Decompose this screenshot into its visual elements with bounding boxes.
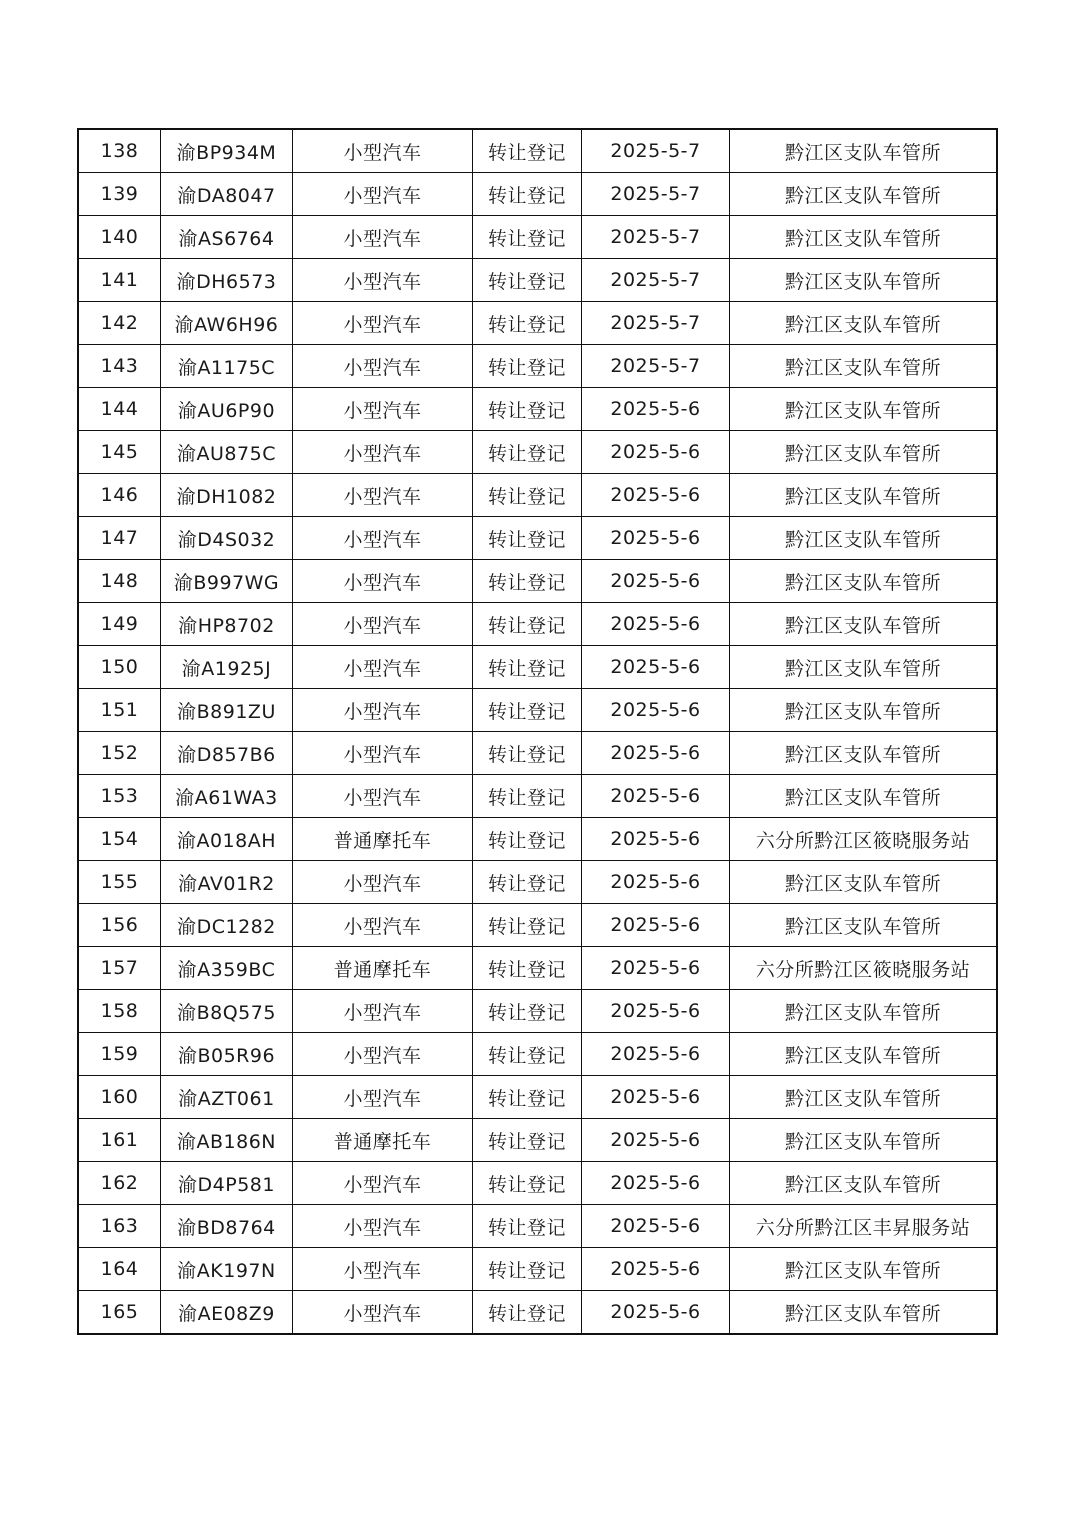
plate-number-cell: 渝AE08Z9 (161, 1291, 293, 1335)
row-number-cell: 165 (78, 1291, 161, 1335)
row-number-cell: 158 (78, 990, 161, 1033)
date-cell: 2025-5-6 (582, 861, 730, 904)
business-type-cell: 转让登记 (473, 129, 582, 173)
row-number-cell: 148 (78, 560, 161, 603)
date-cell: 2025-5-6 (582, 1033, 730, 1076)
business-type-cell: 转让登记 (473, 302, 582, 345)
plate-number-cell: 渝A1175C (161, 345, 293, 388)
business-type-cell: 转让登记 (473, 431, 582, 474)
row-number-cell: 141 (78, 259, 161, 302)
business-type-cell: 转让登记 (473, 947, 582, 990)
plate-number-cell: 渝B8Q575 (161, 990, 293, 1033)
date-cell: 2025-5-6 (582, 517, 730, 560)
vehicle-type-cell: 小型汽车 (293, 216, 473, 259)
plate-number-cell: 渝DH1082 (161, 474, 293, 517)
vehicle-type-cell: 小型汽车 (293, 173, 473, 216)
plate-number-cell: 渝AB186N (161, 1119, 293, 1162)
office-cell: 黔江区支队车管所 (730, 990, 998, 1033)
table-row (78, 947, 997, 990)
plate-number-cell: 渝D4S032 (161, 517, 293, 560)
date-cell: 2025-5-6 (582, 732, 730, 775)
plate-number-cell: 渝D857B6 (161, 732, 293, 775)
business-type-cell: 转让登记 (473, 603, 582, 646)
table-row (78, 560, 997, 603)
office-cell: 黔江区支队车管所 (730, 302, 998, 345)
vehicle-type-cell: 小型汽车 (293, 646, 473, 689)
office-cell: 黔江区支队车管所 (730, 689, 998, 732)
table-row (78, 818, 997, 861)
vehicle-type-cell: 小型汽车 (293, 129, 473, 173)
date-cell: 2025-5-7 (582, 216, 730, 259)
office-cell: 黔江区支队车管所 (730, 732, 998, 775)
date-cell: 2025-5-6 (582, 990, 730, 1033)
table-row (78, 431, 997, 474)
business-type-cell: 转让登记 (473, 990, 582, 1033)
date-cell: 2025-5-6 (582, 646, 730, 689)
date-cell: 2025-5-6 (582, 775, 730, 818)
plate-number-cell: 渝AW6H96 (161, 302, 293, 345)
office-cell: 黔江区支队车管所 (730, 1291, 998, 1335)
date-cell: 2025-5-6 (582, 474, 730, 517)
business-type-cell: 转让登记 (473, 173, 582, 216)
vehicle-type-cell: 普通摩托车 (293, 1119, 473, 1162)
row-number-cell: 154 (78, 818, 161, 861)
plate-number-cell: 渝AV01R2 (161, 861, 293, 904)
office-cell: 黔江区支队车管所 (730, 904, 998, 947)
business-type-cell: 转让登记 (473, 1033, 582, 1076)
office-cell: 黔江区支队车管所 (730, 388, 998, 431)
plate-number-cell: 渝A1925J (161, 646, 293, 689)
business-type-cell: 转让登记 (473, 775, 582, 818)
table-row (78, 1119, 997, 1162)
vehicle-type-cell: 小型汽车 (293, 302, 473, 345)
office-cell: 黔江区支队车管所 (730, 775, 998, 818)
row-number-cell: 161 (78, 1119, 161, 1162)
vehicle-type-cell: 小型汽车 (293, 603, 473, 646)
office-cell: 黔江区支队车管所 (730, 216, 998, 259)
date-cell: 2025-5-6 (582, 947, 730, 990)
row-number-cell: 147 (78, 517, 161, 560)
vehicle-type-cell: 小型汽车 (293, 1033, 473, 1076)
table-row (78, 345, 997, 388)
row-number-cell: 149 (78, 603, 161, 646)
business-type-cell: 转让登记 (473, 1248, 582, 1291)
table-row (78, 603, 997, 646)
table-row (78, 259, 997, 302)
table-row (78, 775, 997, 818)
plate-number-cell: 渝A61WA3 (161, 775, 293, 818)
date-cell: 2025-5-6 (582, 388, 730, 431)
date-cell: 2025-5-7 (582, 129, 730, 173)
business-type-cell: 转让登记 (473, 646, 582, 689)
row-number-cell: 163 (78, 1205, 161, 1248)
office-cell: 黔江区支队车管所 (730, 646, 998, 689)
date-cell: 2025-5-6 (582, 818, 730, 861)
table-row (78, 388, 997, 431)
row-number-cell: 160 (78, 1076, 161, 1119)
plate-number-cell: 渝AS6764 (161, 216, 293, 259)
office-cell: 黔江区支队车管所 (730, 517, 998, 560)
row-number-cell: 138 (78, 129, 161, 173)
office-cell: 黔江区支队车管所 (730, 259, 998, 302)
table-row (78, 689, 997, 732)
table-row (78, 646, 997, 689)
row-number-cell: 162 (78, 1162, 161, 1205)
row-number-cell: 152 (78, 732, 161, 775)
row-number-cell: 142 (78, 302, 161, 345)
date-cell: 2025-5-6 (582, 1162, 730, 1205)
vehicle-type-cell: 普通摩托车 (293, 947, 473, 990)
plate-number-cell: 渝HP8702 (161, 603, 293, 646)
date-cell: 2025-5-6 (582, 560, 730, 603)
office-cell: 黔江区支队车管所 (730, 1076, 998, 1119)
business-type-cell: 转让登记 (473, 259, 582, 302)
plate-number-cell: 渝B891ZU (161, 689, 293, 732)
plate-number-cell: 渝A018AH (161, 818, 293, 861)
row-number-cell: 140 (78, 216, 161, 259)
records-table (77, 128, 998, 1335)
business-type-cell: 转让登记 (473, 732, 582, 775)
date-cell: 2025-5-6 (582, 1119, 730, 1162)
office-cell: 黔江区支队车管所 (730, 603, 998, 646)
plate-number-cell: 渝AU6P90 (161, 388, 293, 431)
vehicle-type-cell: 小型汽车 (293, 388, 473, 431)
vehicle-type-cell: 小型汽车 (293, 259, 473, 302)
date-cell: 2025-5-6 (582, 1291, 730, 1335)
table-row (78, 216, 997, 259)
office-cell: 黔江区支队车管所 (730, 431, 998, 474)
plate-number-cell: 渝BP934M (161, 129, 293, 173)
table-row (78, 1076, 997, 1119)
office-cell: 黔江区支队车管所 (730, 129, 998, 173)
business-type-cell: 转让登记 (473, 818, 582, 861)
date-cell: 2025-5-7 (582, 259, 730, 302)
records-table-body (78, 129, 997, 1334)
row-number-cell: 151 (78, 689, 161, 732)
table-row (78, 732, 997, 775)
office-cell: 黔江区支队车管所 (730, 173, 998, 216)
row-number-cell: 144 (78, 388, 161, 431)
business-type-cell: 转让登记 (473, 1291, 582, 1335)
table-row (78, 129, 997, 173)
row-number-cell: 157 (78, 947, 161, 990)
vehicle-type-cell: 小型汽车 (293, 474, 473, 517)
vehicle-type-cell: 小型汽车 (293, 517, 473, 560)
vehicle-type-cell: 小型汽车 (293, 689, 473, 732)
office-cell: 黔江区支队车管所 (730, 1119, 998, 1162)
business-type-cell: 转让登记 (473, 216, 582, 259)
table-row (78, 904, 997, 947)
row-number-cell: 156 (78, 904, 161, 947)
table-row (78, 302, 997, 345)
row-number-cell: 143 (78, 345, 161, 388)
office-cell: 黔江区支队车管所 (730, 1248, 998, 1291)
office-cell: 黔江区支队车管所 (730, 560, 998, 603)
vehicle-type-cell: 小型汽车 (293, 1205, 473, 1248)
row-number-cell: 139 (78, 173, 161, 216)
plate-number-cell: 渝B05R96 (161, 1033, 293, 1076)
vehicle-type-cell: 小型汽车 (293, 345, 473, 388)
date-cell: 2025-5-7 (582, 173, 730, 216)
plate-number-cell: 渝A359BC (161, 947, 293, 990)
business-type-cell: 转让登记 (473, 517, 582, 560)
vehicle-type-cell: 小型汽车 (293, 775, 473, 818)
office-cell: 六分所黔江区丰昇服务站 (730, 1205, 998, 1248)
row-number-cell: 164 (78, 1248, 161, 1291)
business-type-cell: 转让登记 (473, 861, 582, 904)
plate-number-cell: 渝AU875C (161, 431, 293, 474)
vehicle-type-cell: 小型汽车 (293, 904, 473, 947)
business-type-cell: 转让登记 (473, 1119, 582, 1162)
row-number-cell: 159 (78, 1033, 161, 1076)
office-cell: 六分所黔江区筱晓服务站 (730, 818, 998, 861)
business-type-cell: 转让登记 (473, 1162, 582, 1205)
table-row (78, 861, 997, 904)
table-row (78, 1205, 997, 1248)
vehicle-type-cell: 小型汽车 (293, 1248, 473, 1291)
plate-number-cell: 渝B997WG (161, 560, 293, 603)
table-row (78, 1162, 997, 1205)
plate-number-cell: 渝AZT061 (161, 1076, 293, 1119)
date-cell: 2025-5-6 (582, 1248, 730, 1291)
table-row (78, 1248, 997, 1291)
vehicle-type-cell: 小型汽车 (293, 732, 473, 775)
business-type-cell: 转让登记 (473, 904, 582, 947)
office-cell: 黔江区支队车管所 (730, 345, 998, 388)
business-type-cell: 转让登记 (473, 474, 582, 517)
date-cell: 2025-5-6 (582, 689, 730, 732)
row-number-cell: 153 (78, 775, 161, 818)
business-type-cell: 转让登记 (473, 345, 582, 388)
plate-number-cell: 渝AK197N (161, 1248, 293, 1291)
vehicle-type-cell: 小型汽车 (293, 1076, 473, 1119)
office-cell: 黔江区支队车管所 (730, 1162, 998, 1205)
plate-number-cell: 渝DC1282 (161, 904, 293, 947)
business-type-cell: 转让登记 (473, 1205, 582, 1248)
table-row (78, 474, 997, 517)
vehicle-type-cell: 小型汽车 (293, 560, 473, 603)
vehicle-type-cell: 小型汽车 (293, 431, 473, 474)
office-cell: 六分所黔江区筱晓服务站 (730, 947, 998, 990)
row-number-cell: 150 (78, 646, 161, 689)
plate-number-cell: 渝D4P581 (161, 1162, 293, 1205)
office-cell: 黔江区支队车管所 (730, 1033, 998, 1076)
plate-number-cell: 渝DH6573 (161, 259, 293, 302)
vehicle-type-cell: 小型汽车 (293, 861, 473, 904)
business-type-cell: 转让登记 (473, 560, 582, 603)
business-type-cell: 转让登记 (473, 689, 582, 732)
row-number-cell: 145 (78, 431, 161, 474)
table-row (78, 990, 997, 1033)
plate-number-cell: 渝DA8047 (161, 173, 293, 216)
row-number-cell: 155 (78, 861, 161, 904)
vehicle-type-cell: 普通摩托车 (293, 818, 473, 861)
row-number-cell: 146 (78, 474, 161, 517)
date-cell: 2025-5-6 (582, 904, 730, 947)
office-cell: 黔江区支队车管所 (730, 861, 998, 904)
vehicle-type-cell: 小型汽车 (293, 1291, 473, 1335)
plate-number-cell: 渝BD8764 (161, 1205, 293, 1248)
vehicle-type-cell: 小型汽车 (293, 1162, 473, 1205)
table-row (78, 517, 997, 560)
date-cell: 2025-5-6 (582, 431, 730, 474)
date-cell: 2025-5-7 (582, 345, 730, 388)
office-cell: 黔江区支队车管所 (730, 474, 998, 517)
table-row (78, 173, 997, 216)
table-row (78, 1291, 997, 1335)
date-cell: 2025-5-6 (582, 1076, 730, 1119)
table-row (78, 1033, 997, 1076)
date-cell: 2025-5-6 (582, 603, 730, 646)
date-cell: 2025-5-6 (582, 1205, 730, 1248)
date-cell: 2025-5-7 (582, 302, 730, 345)
vehicle-type-cell: 小型汽车 (293, 990, 473, 1033)
business-type-cell: 转让登记 (473, 1076, 582, 1119)
business-type-cell: 转让登记 (473, 388, 582, 431)
